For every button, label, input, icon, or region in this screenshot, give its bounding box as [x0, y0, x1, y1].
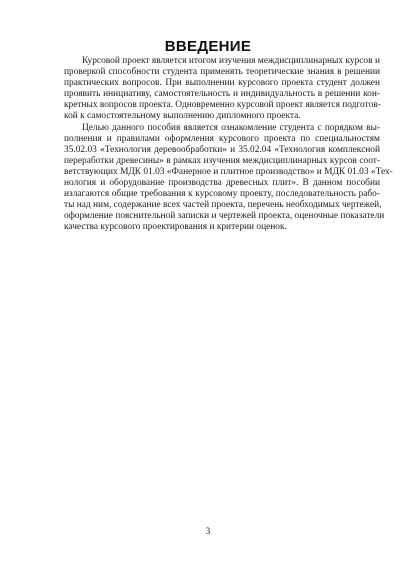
text-line: Целью данного пособия является ознакомление студента с порядком вы-: [82, 122, 380, 133]
body-text: [64, 56, 393, 234]
text-line: оформление пояснительной записки и чертежей проекта, оценочные показатели: [64, 211, 385, 222]
text-line: 35.02.03 «Технология деревообработки» и 35.02.04 «Технология комплексной: [64, 144, 380, 155]
paragraph-2: [64, 122, 393, 234]
paragraph-1: [64, 56, 380, 123]
page-title: ВВЕДЕНИЕ: [164, 38, 252, 55]
text-line: качества курсового проектирования и критерии оценок.: [64, 222, 287, 233]
page-number: 3: [205, 527, 211, 537]
text-line: проверкой способности студента применять теоретические знания в решении: [64, 67, 380, 78]
text-line: проявить инициативу, самостоятельность и индивидуальность в решении кон-: [64, 89, 380, 100]
text-line: кретных вопросов проекта. Одновременно курсовой проект является подготов-: [64, 100, 381, 111]
text-line: ветствующих МДК 01.03 «Фанерное и плитное производство» и МДК 01.03 «Тех-: [64, 166, 393, 177]
text-line: кой к самостоятельному выполнению дипломного проекта.: [64, 111, 301, 122]
text-line: Курсовой проект является итогом изучения междисциплинарных курсов и: [82, 56, 380, 66]
text-line: практических вопросов. При выполнении курсового проекта студент должен: [64, 78, 380, 89]
text-line: ты над ним, содержание всех частей проекта, перечень необходимых чертежей,: [64, 200, 382, 211]
text-line: нология и оборудование производства древесных плит». В данном пособии: [64, 178, 380, 189]
text-line: полнения и правилами оформления курсового проекта по специальностям: [64, 133, 380, 144]
text-line: излагаются общие требования к курсовому проекту, последовательность рабо-: [64, 189, 380, 200]
text-line: переработки древесины» в рамках изучения междисциплинарных курсов соот-: [64, 155, 380, 166]
